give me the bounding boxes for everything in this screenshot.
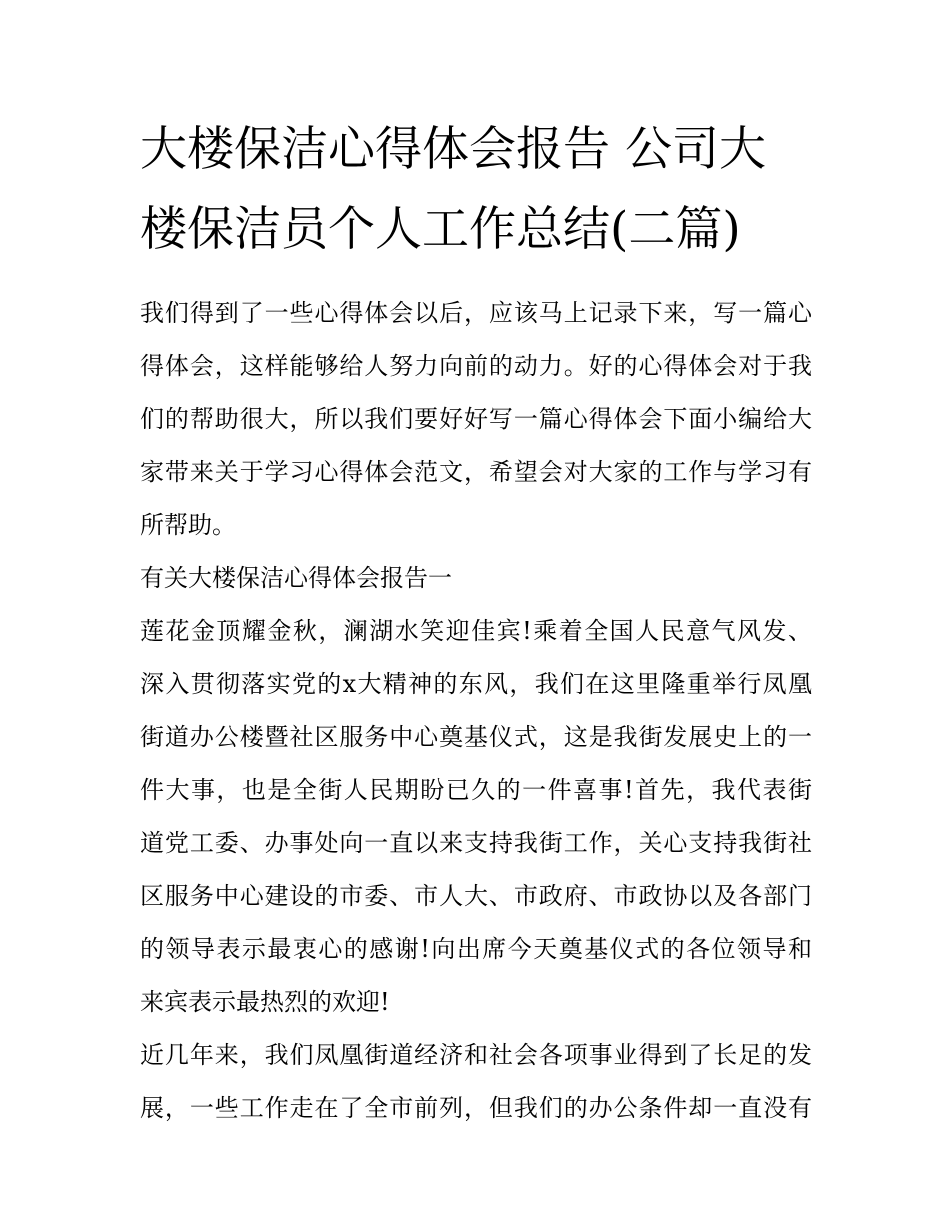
- text-line: 我们得到了一些心得体会以后，应该马上记录下来，写一篇心: [140, 299, 812, 327]
- text-line: 近几年来，我们凤凰街道经济和社会各项事业得到了长足的发: [140, 1041, 812, 1069]
- text-line: 莲花金顶耀金秋，澜湖水笑迎佳宾!乘着全国人民意气风发、: [140, 617, 812, 645]
- text-line: 有关大楼保洁心得体会报告一: [140, 564, 452, 592]
- speech-paragraph: [140, 605, 812, 1029]
- development-paragraph: [140, 1029, 812, 1135]
- text-line: 道党工委、办事处向一直以来支持我街工作，关心支持我街社: [140, 829, 812, 857]
- text-line: 区服务中心建设的市委、市人大、市政府、市政协以及各部门: [140, 882, 812, 910]
- text-line: 的领导表示最衷心的感谢!向出席今天奠基仪式的各位领导和: [140, 935, 812, 963]
- text-line: 件大事，也是全街人民期盼已久的一件喜事!首先，我代表街: [140, 776, 812, 804]
- text-line: 家带来关于学习心得体会范文，希望会对大家的工作与学习有: [140, 458, 812, 486]
- title-line-1: 大楼保洁心得体会报告 公司大: [140, 122, 766, 177]
- title-line-2: 楼保洁员个人工作总结(二篇): [140, 202, 741, 257]
- text-line: 们的帮助很大，所以我们要好好写一篇心得体会下面小编给大: [140, 405, 812, 433]
- intro-paragraph: [140, 287, 812, 552]
- text-line: 深入贯彻落实党的x大精神的东风，我们在这里隆重举行凤凰: [140, 670, 812, 698]
- text-line: 得体会，这样能够给人努力向前的动力。好的心得体会对于我: [140, 352, 812, 380]
- text-line: 所帮助。: [140, 511, 236, 539]
- document-page: [140, 110, 812, 1135]
- section-heading: [140, 552, 812, 605]
- text-line: 来宾表示最热烈的欢迎!: [140, 988, 390, 1016]
- text-line: 展，一些工作走在了全市前列，但我们的办公条件却一直没有: [140, 1094, 812, 1122]
- text-line: 街道办公楼暨社区服务中心奠基仪式，这是我街发展史上的一: [140, 723, 812, 751]
- document-title: [140, 110, 812, 270]
